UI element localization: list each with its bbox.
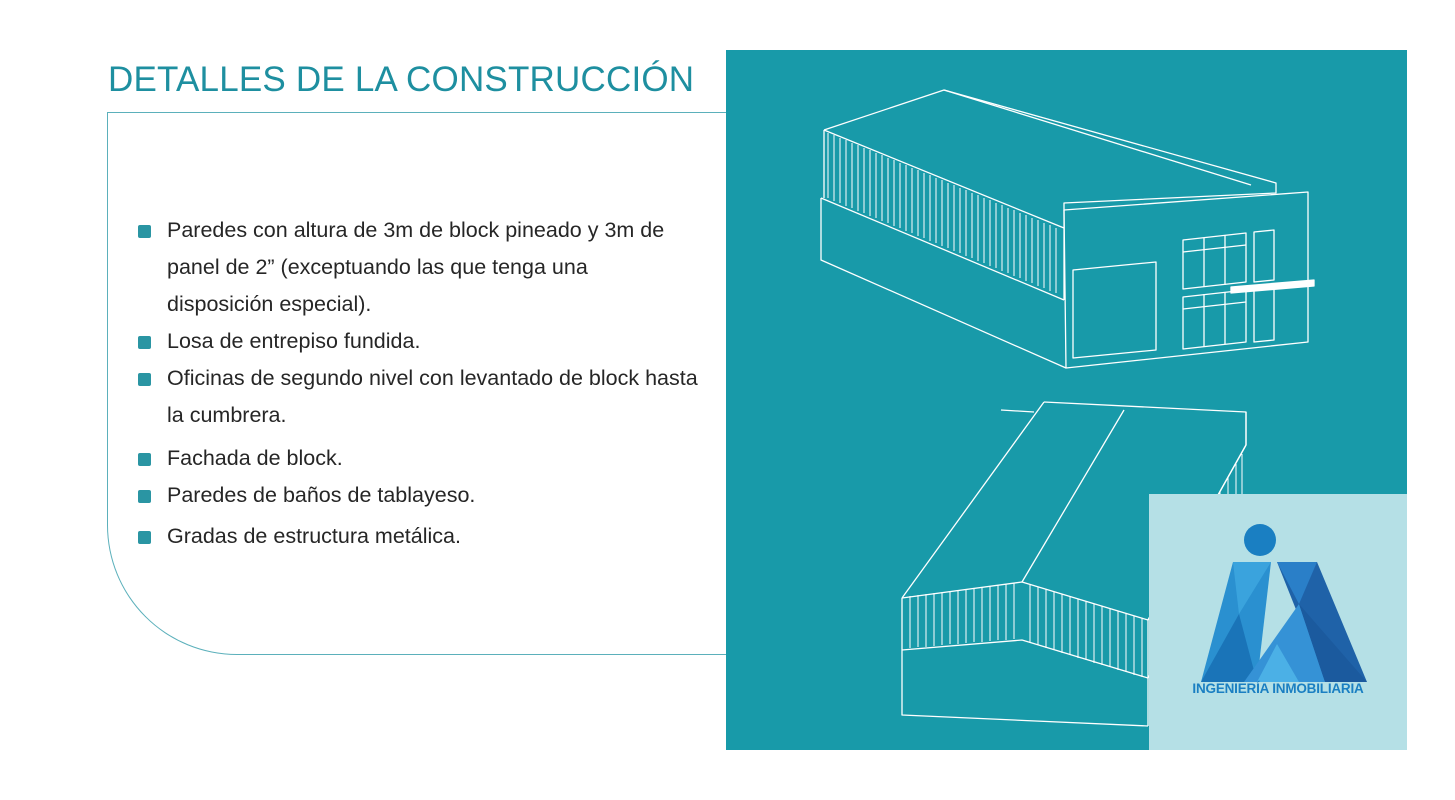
bullet-item	[138, 360, 698, 434]
company-logo	[1149, 494, 1407, 750]
bullet-item	[138, 518, 698, 555]
bullet-text: Gradas de estructura metálica.	[167, 524, 461, 548]
bullet-item	[138, 212, 698, 323]
bullet-square-icon	[138, 490, 151, 503]
bullet-item	[138, 323, 698, 360]
bullet-item	[138, 477, 698, 514]
bullet-text: Paredes de baños de tablayeso.	[167, 483, 476, 507]
bullet-text: Paredes con altura de 3m de block pineado y 3m de panel de 2” (exceptuando las que tenga una disposición especial).	[167, 218, 665, 316]
bullet-text: Oficinas de segundo nivel con levantado de block hasta la cumbrera.	[167, 366, 698, 427]
upper-building-drawing	[821, 90, 1314, 368]
bullet-square-icon	[138, 453, 151, 466]
slide-title: DETALLES DE LA CONSTRUCCIÓN	[108, 60, 695, 99]
logo-mark-icon	[1149, 494, 1407, 684]
bullet-text: Losa de entrepiso fundida.	[167, 329, 421, 353]
bullet-list	[138, 212, 698, 555]
bullet-square-icon	[138, 225, 151, 238]
logo-text: INGENIERÍA INMOBILIARIA	[1192, 681, 1364, 696]
bullet-item	[138, 440, 698, 477]
bullet-text: Fachada de block.	[167, 446, 343, 470]
bullet-square-icon	[138, 336, 151, 349]
bullet-square-icon	[138, 531, 151, 544]
bullet-square-icon	[138, 373, 151, 386]
